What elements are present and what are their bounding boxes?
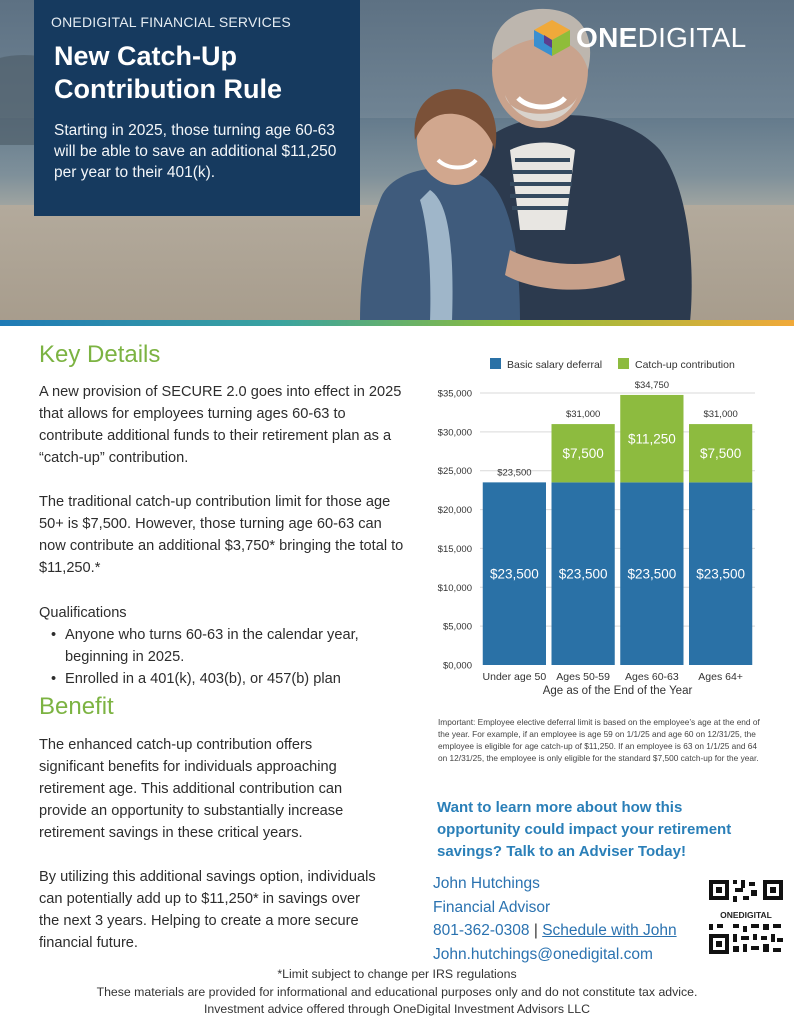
legend-label-2: Catch-up contribution bbox=[635, 359, 735, 371]
y-tick-label: $15,000 bbox=[437, 543, 472, 555]
footer-line-2: These materials are provided for informational and educational purposes only and do not constitute tax advice. bbox=[96, 984, 698, 999]
hero-lead: Starting in 2025, those turning age 60-63 will be able to save an additional $11,250 per year to their 401(k). bbox=[54, 122, 337, 181]
advisor-name: John Hutchings bbox=[433, 875, 540, 892]
schedule-link[interactable]: Schedule with John bbox=[542, 922, 677, 939]
bar-total-label: $31,000 bbox=[565, 409, 601, 421]
qualifications-list bbox=[39, 624, 404, 690]
bar-total-label: $23,500 bbox=[497, 467, 532, 479]
benefit-paragraph-2: By utilizing this additional savings option, individuals can potentially add up to $11,250* in savings over the next 3 years. Helping to create a more secure financial future. bbox=[39, 869, 376, 951]
bar-value-label: $23,500 bbox=[696, 566, 746, 582]
important-note: Important: Employee elective deferral limit is based on the employee’s age at the end of the year. For example, if an employee is age 59 on 1/1/25 and age 60 on 12/31/25, the employee is eligible for age catch-up of $11,250. If an employee is 63 on 1/1/25 and 64 on 12/31/25, the employee is only eligible for the standard $7,500 catch-up for the year. bbox=[438, 717, 760, 763]
hero-text-box bbox=[34, 0, 360, 216]
hero-kicker: ONEDIGITAL FINANCIAL SERVICES bbox=[51, 14, 291, 30]
qualifications-heading: Qualifications bbox=[39, 605, 127, 621]
benefit-heading: Benefit bbox=[39, 693, 114, 720]
onedigital-logo bbox=[530, 18, 747, 58]
hero-title: New Catch-Up Contribution Rule bbox=[54, 41, 282, 104]
x-tick-label: Ages 60-63 bbox=[625, 671, 679, 683]
bar-value-label: $23,500 bbox=[558, 566, 608, 582]
bar-value-label: $23,500 bbox=[627, 566, 677, 582]
separator: | bbox=[533, 922, 538, 939]
y-tick-label: $20,000 bbox=[437, 505, 472, 517]
x-tick-label: Ages 64+ bbox=[698, 671, 743, 683]
advisor-email[interactable]: John.hutchings@onedigital.com bbox=[433, 945, 653, 963]
bar-total-label: $31,000 bbox=[703, 409, 738, 421]
footer-disclaimer bbox=[0, 966, 794, 1019]
footer-line-3: Investment advice offered through OneDigital Investment Advisors LLC bbox=[204, 1002, 590, 1016]
brand-gradient-bar bbox=[0, 320, 794, 326]
footer-line-1: *Limit subject to change per IRS regulations bbox=[277, 967, 517, 981]
bar-value-label: $11,250 bbox=[627, 431, 676, 447]
advisor-phone[interactable]: 801-362-0308 bbox=[433, 922, 530, 939]
qualifications-section bbox=[39, 602, 404, 690]
y-tick-label: $5,000 bbox=[442, 621, 472, 633]
key-details-paragraph-2: The traditional catch-up contribution limit for those age 50+ is $7,500. However, those turning age 60-63 can now contribute an additional $3,750* bringing the total to $11,250.* bbox=[39, 494, 404, 576]
onedigital-logo-icon bbox=[530, 18, 574, 58]
key-details-paragraph-1: A new provision of SECURE 2.0 goes into effect in 2025 that allows for employees turning ages 60-63 to contribute additional funds to their retirement plan as a “catch-up” contribution. bbox=[39, 384, 402, 466]
y-tick-label: $25,000 bbox=[437, 466, 472, 478]
key-details-heading: Key Details bbox=[39, 341, 161, 368]
chart-svg bbox=[430, 350, 760, 700]
legend-swatch-1 bbox=[490, 358, 501, 369]
advisor-contact bbox=[433, 872, 733, 966]
benefit-paragraph-1: The enhanced catch-up contribution offers significant benefits for individuals approaching retirement age. This additional contribution can provide an opportunity to substantially increase retirement savings in these critical years. bbox=[39, 737, 344, 841]
legend-swatch-2 bbox=[618, 358, 629, 369]
bar-value-label: $23,500 bbox=[489, 566, 539, 582]
qr-logo-text: ONEDIGITAL bbox=[720, 910, 772, 920]
advisor-role: Financial Advisor bbox=[433, 898, 551, 916]
y-tick-label: $30,000 bbox=[437, 427, 472, 439]
bar-total-label: $34,750 bbox=[634, 379, 670, 391]
y-tick-label: $0,000 bbox=[442, 660, 472, 672]
list-item: • Anyone who turns 60-63 in the calendar year, beginning in 2025. bbox=[39, 624, 404, 668]
y-tick-label: $35,000 bbox=[437, 388, 472, 400]
x-tick-label: Under age 50 bbox=[482, 671, 547, 683]
bar-value-label: $7,500 bbox=[562, 446, 604, 462]
qr-code-icon[interactable] bbox=[707, 878, 785, 958]
x-tick-label: Ages 50-59 bbox=[556, 671, 610, 683]
x-axis-title: Age as of the End of the Year bbox=[542, 685, 693, 697]
catch-up-bar-chart bbox=[430, 350, 760, 700]
list-item: • Enrolled in a 401(k), 403(b), or 457(b) plan bbox=[39, 668, 404, 690]
legend-label-1: Basic salary deferral bbox=[507, 359, 603, 371]
bar-value-label: $7,500 bbox=[699, 446, 742, 462]
advisor-phone-line bbox=[433, 919, 733, 943]
call-to-action: Want to learn more about how this opportunity could impact your retirement savings? Talk to an Adviser Today! bbox=[437, 799, 732, 860]
y-tick-label: $10,000 bbox=[437, 582, 472, 594]
onedigital-logo-text: ONEDIGITAL bbox=[576, 22, 747, 53]
